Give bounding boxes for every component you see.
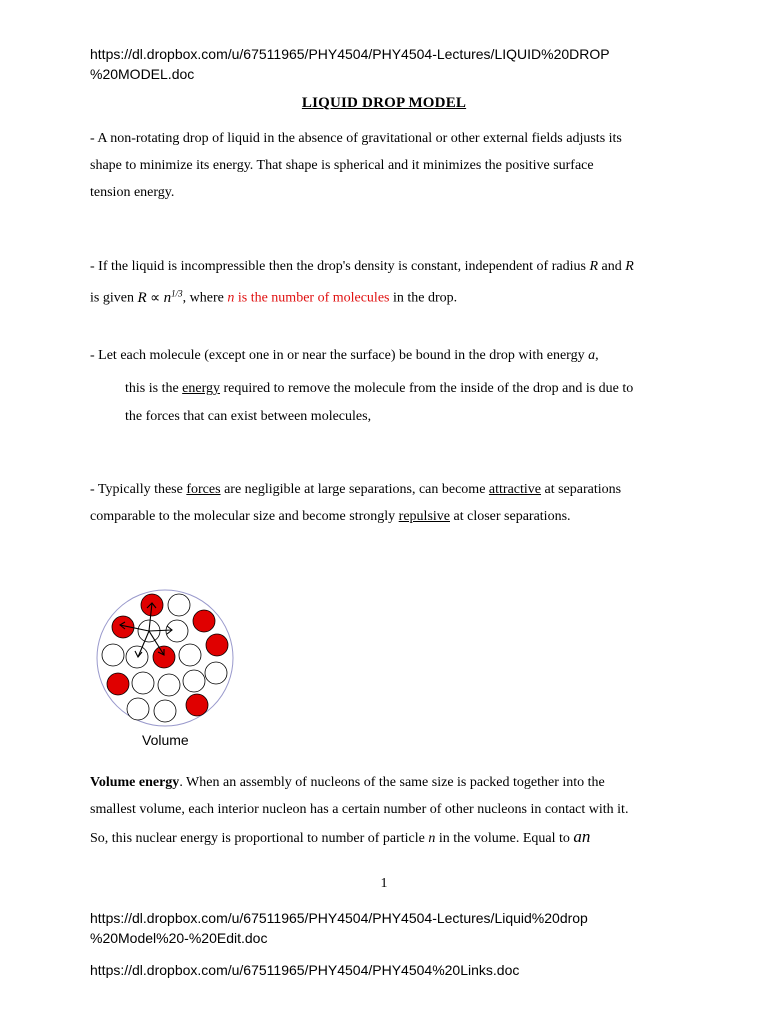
highlight-text: n is the number of molecules bbox=[227, 290, 390, 306]
nucleon-empty bbox=[179, 644, 201, 666]
footer-url-edit[interactable] bbox=[90, 908, 588, 948]
nucleon-empty bbox=[102, 644, 124, 666]
underlined-word: attractive bbox=[488, 482, 541, 497]
document-title: LIQUID DROP MODEL bbox=[301, 95, 467, 111]
text-line: tension energy. bbox=[90, 185, 175, 200]
variable-R: R bbox=[625, 259, 634, 274]
variable-a: a bbox=[588, 348, 596, 363]
nucleon-empty bbox=[183, 670, 205, 692]
text-line: So, this nuclear energy is proportional to number of particle n in the volume. Equal to an bbox=[90, 827, 591, 846]
figure-label: Volume bbox=[142, 732, 189, 748]
nucleon-empty bbox=[132, 672, 154, 694]
nucleon-empty bbox=[127, 698, 149, 720]
nucleon-filled bbox=[186, 694, 208, 716]
text-line: smallest volume, each interior nucleon has a certain number of other nucleons in contact with it. bbox=[90, 802, 629, 817]
nucleon-empty bbox=[158, 674, 180, 696]
nucleon-empty bbox=[126, 646, 148, 668]
page-number: 1 bbox=[380, 876, 388, 891]
text-line: shape to minimize its energy. That shape is spherical and it minimizes the positive surface bbox=[90, 158, 594, 173]
text-line: - If the liquid is incompressible then the drop's density is constant, independent of radius R and R bbox=[90, 259, 634, 274]
header-url-line-1[interactable]: https://dl.dropbox.com/u/67511965/PHY4504/PHY4504-Lectures/LIQUID%20DROP bbox=[90, 46, 610, 62]
footer-url-links[interactable]: https://dl.dropbox.com/u/67511965/PHY4504/PHY4504%20Links.doc bbox=[90, 962, 520, 978]
text-line: comparable to the molecular size and become strongly repulsive at closer separations. bbox=[90, 509, 571, 524]
paragraph-forces bbox=[90, 476, 690, 530]
nucleon-empty bbox=[205, 662, 227, 684]
text-line: - A non-rotating drop of liquid in the absence of gravitational or other external fields adjusts its bbox=[90, 131, 622, 146]
footer-url-line-2[interactable]: %20Model%20-%20Edit.doc bbox=[90, 930, 268, 946]
header-url[interactable] bbox=[90, 44, 610, 84]
text-line: the forces that can exist between molecules, bbox=[125, 409, 372, 424]
underlined-word: energy bbox=[182, 381, 221, 396]
variable-n: n bbox=[428, 831, 436, 846]
nucleon-empty bbox=[168, 594, 190, 616]
text-line: is given $R \propto n^{1/3}$, where n is the number of molecules in the drop. bbox=[90, 288, 458, 306]
formula-an: an bbox=[573, 827, 591, 846]
paragraph-binding-energy bbox=[90, 342, 690, 369]
paragraph-surface-tension bbox=[90, 125, 690, 206]
paragraph-volume-energy bbox=[90, 769, 690, 852]
nucleon-empty bbox=[166, 620, 188, 642]
header-url-line-2[interactable]: %20MODEL.doc bbox=[90, 66, 195, 82]
nucleon-empty bbox=[154, 700, 176, 722]
paragraph-density bbox=[90, 253, 690, 312]
nucleon-filled bbox=[107, 673, 129, 695]
underlined-word: repulsive bbox=[398, 509, 450, 524]
text-line: - Typically these forces are negligible at large separations, can become attractive at separations bbox=[90, 482, 622, 497]
text-line: this is the energy required to remove the molecule from the inside of the drop and is due to bbox=[125, 381, 634, 396]
variable-R: R bbox=[589, 259, 598, 274]
volume-nucleon-diagram bbox=[94, 585, 244, 755]
underlined-word: forces bbox=[186, 482, 221, 497]
nucleon-filled bbox=[193, 610, 215, 632]
footer-url-line-1[interactable]: https://dl.dropbox.com/u/67511965/PHY4504/PHY4504-Lectures/Liquid%20drop bbox=[90, 910, 588, 926]
text-line: - Let each molecule (except one in or near the surface) be bound in the drop with energy a, bbox=[90, 348, 599, 363]
text-line: Volume energy. When an assembly of nucleons of the same size is packed together into the bbox=[90, 775, 605, 790]
nucleon-filled bbox=[206, 634, 228, 656]
bold-term: Volume energy bbox=[90, 775, 180, 790]
formula-radius: $R \propto n^{1/3}$ bbox=[137, 288, 183, 306]
nucleons bbox=[102, 594, 228, 722]
paragraph-binding-energy-indented bbox=[125, 375, 695, 430]
